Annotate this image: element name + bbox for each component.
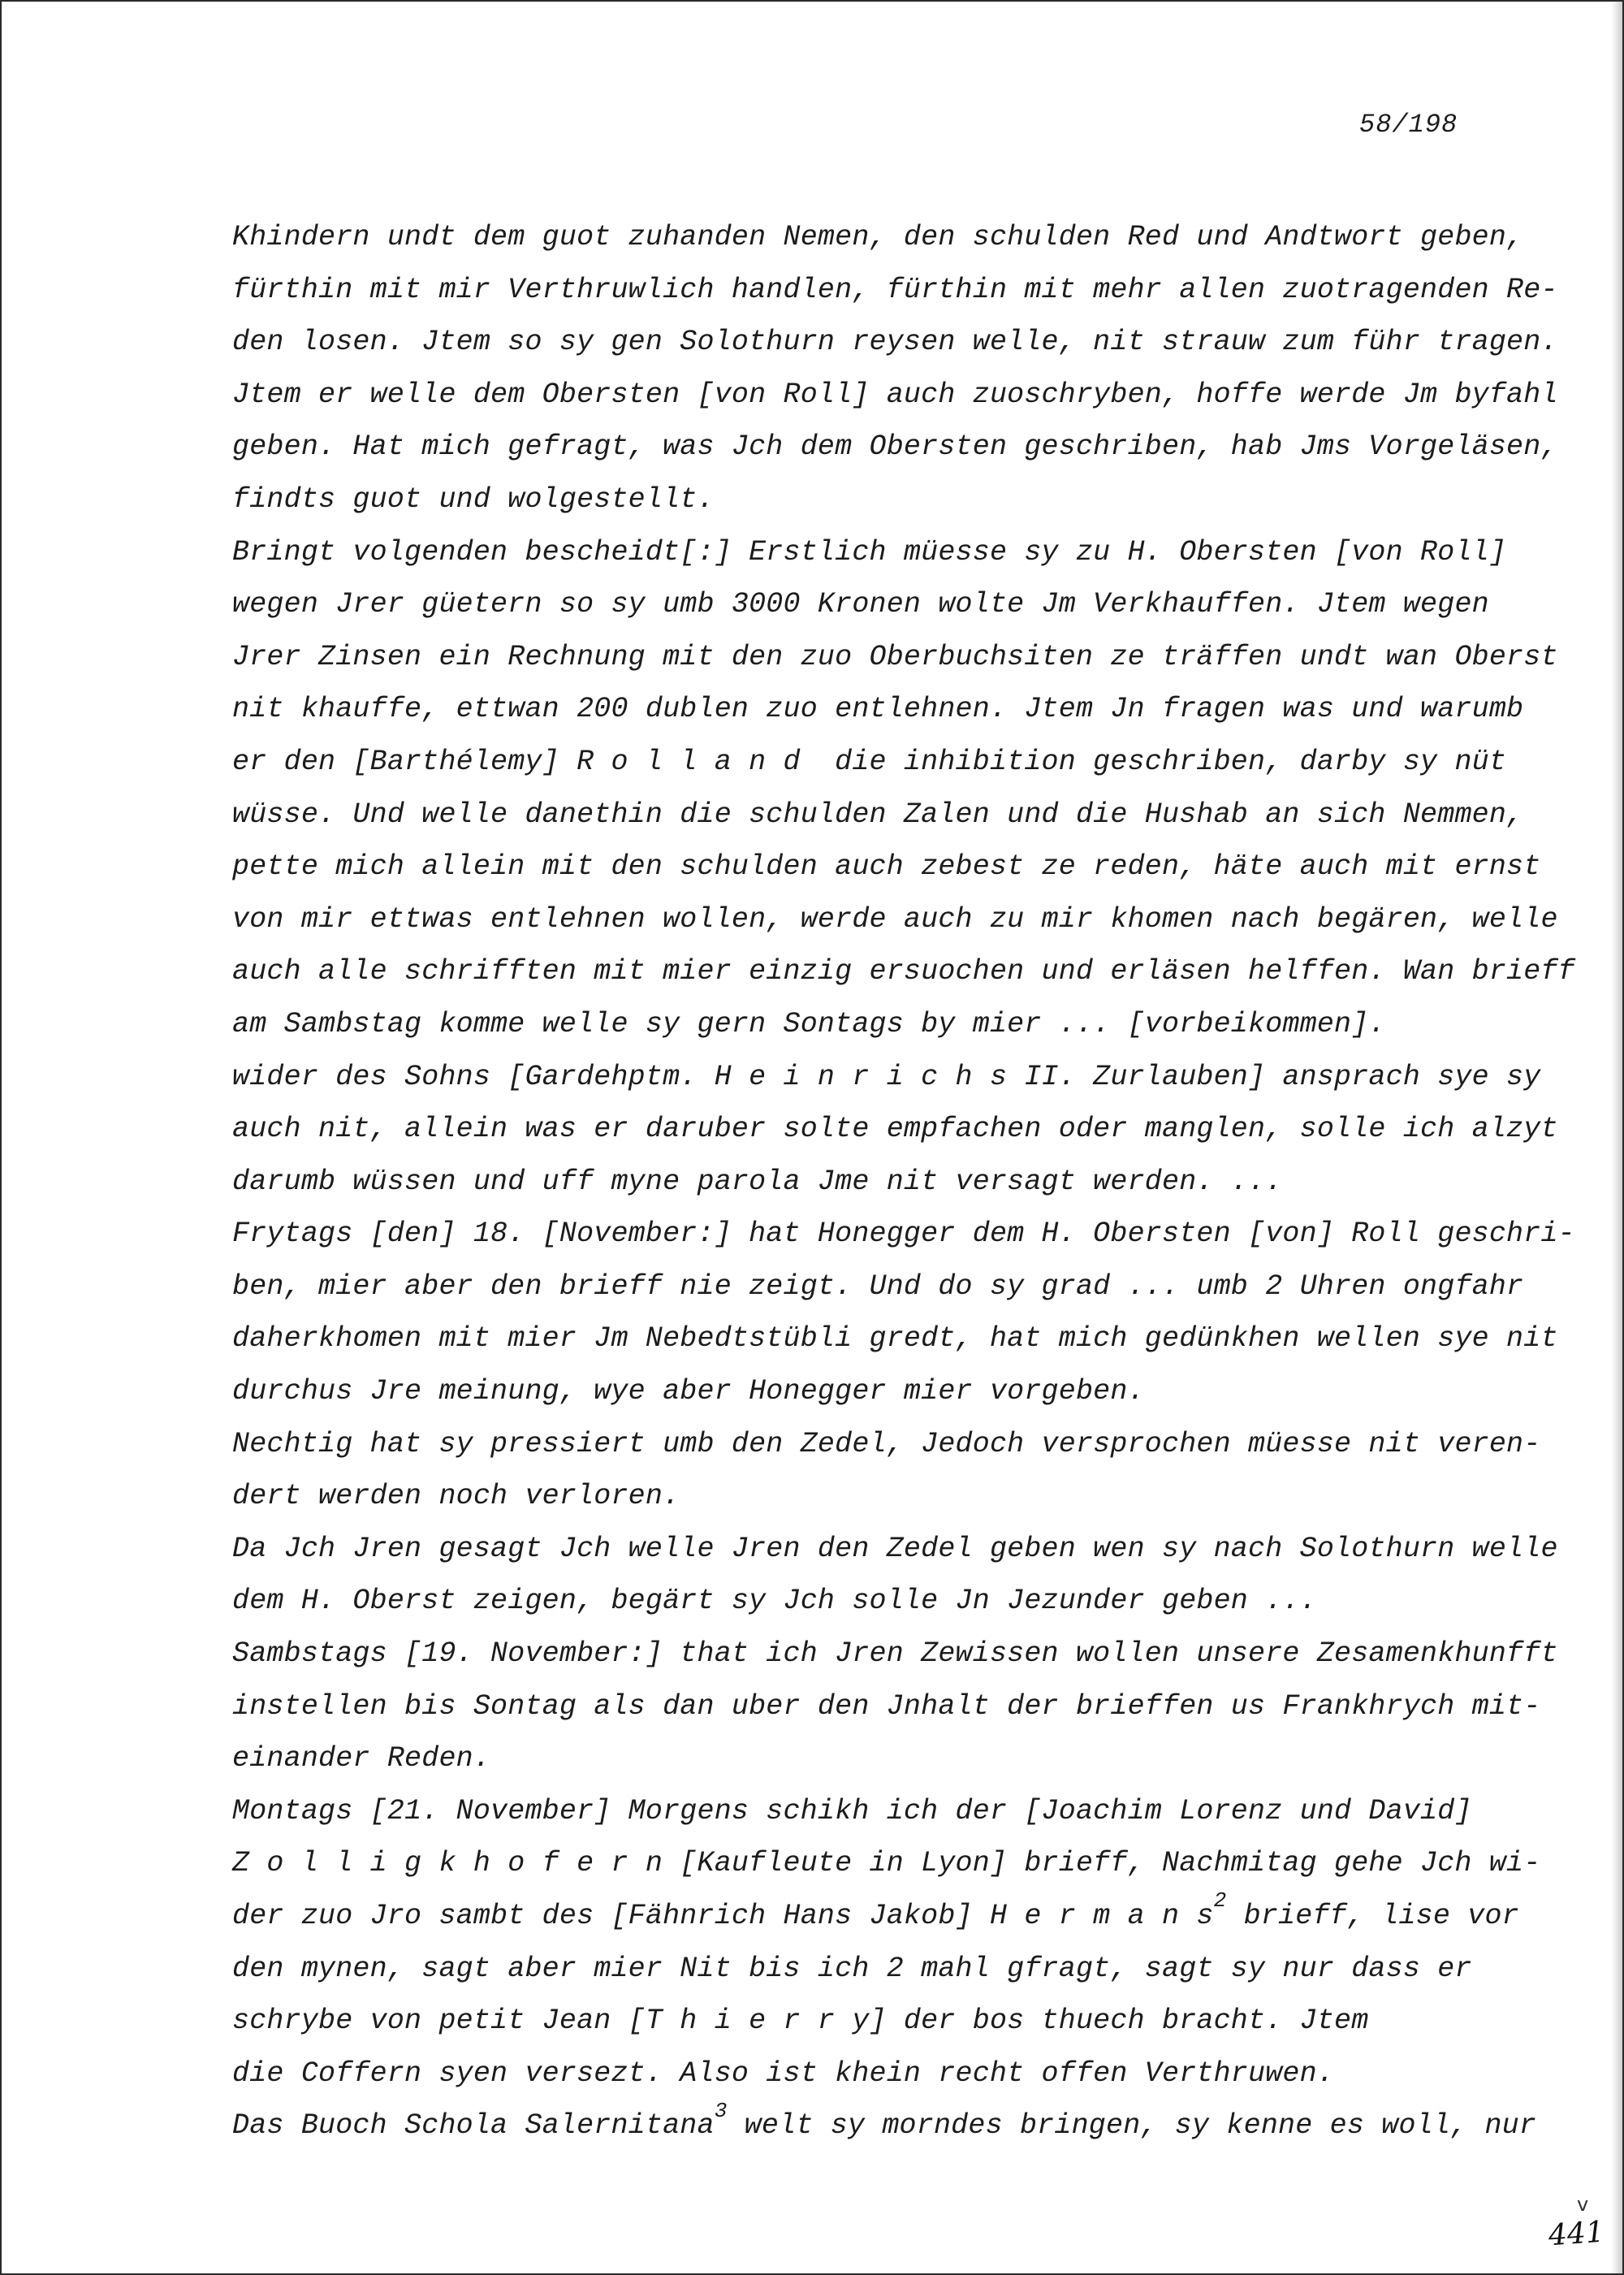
text-line: wüsse. Und welle danethin die schulden Zalen und die Hushab an sich Nemmen, <box>232 798 1524 831</box>
text-segment: welt sy morndes bringen, sy kenne es woll, nur <box>727 2109 1537 2143</box>
handwritten-folio-number: 441 <box>1547 2215 1606 2253</box>
text-line: ben, mier aber den brieff nie zeigt. Und do sy grad ... umb 2 Uhren ongfahr <box>232 1269 1524 1303</box>
text-line: fürthin mit mir Verthruwlich handlen, fürthin mit mehr allen zuotragenden Re- <box>232 273 1558 306</box>
text-line: Jtem er welle dem Obersten [von Roll] auch zuoschryben, hoffe werde Jm byfahl <box>232 378 1558 411</box>
text-line-with-footnote <box>232 2098 1537 2152</box>
text-line: wegen Jrer güetern so sy umb 3000 Kronen wolte Jm Verkhauffen. Jtem wegen <box>232 588 1489 621</box>
text-line: einander Reden. <box>232 1742 491 1775</box>
text-line: wider des Sohns [Gardehptm. H e i n r i c h s II. Zurlauben] ansprach sye sy <box>232 1060 1541 1093</box>
folio-check-mark: v <box>1577 2193 1589 2216</box>
text-line: schrybe von petit Jean [T h i e r r y] der bos thuech bracht. Jtem <box>232 2005 1369 2038</box>
text-line: den mynen, sagt aber mier Nit bis ich 2 mahl gfragt, sagt sy nur dass er <box>232 1952 1472 1985</box>
text-line: nit khauffe, ettwan 200 dublen zuo entlehnen. Jtem Jn fragen was und warumb <box>232 693 1524 726</box>
text-line: den losen. Jtem so sy gen Solothurn reysen welle, nit strauw zum führ tragen. <box>232 326 1558 359</box>
text-line: auch alle schrifften mit mier einzig ersuochen und erläsen helffen. Wan brieff <box>232 955 1575 988</box>
text-line: die Coffern syen versezt. Also ist khein recht offen Verthruwen. <box>232 2057 1335 2090</box>
text-line: findts guot und wolgestellt. <box>232 482 715 516</box>
text-segment: der zuo Jro sambt des [Fähnrich Hans Jakob] H e r m a n s <box>232 1900 1214 1932</box>
text-line: pette mich allein mit den schulden auch zebest ze reden, häte auch mit ernst <box>232 850 1541 884</box>
text-line: geben. Hat mich gefragt, was Jch dem Obersten geschriben, hab Jms Vorgeläsen, <box>232 430 1558 464</box>
footnote-marker: 2 <box>1213 1888 1227 1914</box>
text-line: Montags [21. November] Morgens schikh ich der [Joachim Lorenz und David] <box>232 1794 1472 1827</box>
text-line: Z o l l i g k h o f e r n [Kaufleute in Lyon] brieff, Nachmitag gehe Jch wi- <box>232 1847 1541 1880</box>
text-line: instellen bis Sontag als dan uber den Jnhalt der brieffen us Frankhrych mit- <box>232 1689 1541 1723</box>
text-line: Frytags [den] 18. [November:] hat Honegger dem H. Obersten [von] Roll geschri- <box>232 1218 1575 1251</box>
text-line: er den [Barthélemy] R o l l a n d die inhibition geschriben, darby sy nüt <box>232 745 1507 778</box>
text-line: Da Jch Jren gesagt Jch welle Jren den Zedel geben wen sy nach Solothurn welle <box>232 1532 1558 1565</box>
text-segment: brieff, lise vor <box>1226 1900 1519 1932</box>
text-line: darumb wüssen und uff myne parola Jme nit versagt werden. ... <box>232 1165 1283 1198</box>
footnote-marker: 3 <box>714 2098 728 2123</box>
scan-edge-shadow <box>1611 2 1622 2273</box>
text-line: durchus Jre meinung, wye aber Honegger mier vorgeben. <box>232 1375 1145 1408</box>
text-line: von mir ettwas entlehnen wollen, werde auch zu mir khomen nach begären, welle <box>232 902 1558 936</box>
text-line: daherkhomen mit mier Jm Nebedtstübli gredt, hat mich gedünkhen wellen sye nit <box>232 1322 1558 1356</box>
text-line: dem H. Oberst zeigen, begärt sy Jch solle Jn Jezunder geben ... <box>232 1585 1317 1618</box>
text-line: dert werden noch verloren. <box>232 1480 680 1513</box>
text-line: auch nit, allein was er daruber solte empfachen oder manglen, solle ich alzyt <box>232 1113 1558 1146</box>
page-number: 58/198 <box>1359 110 1458 140</box>
body-text <box>232 211 1575 2152</box>
text-line: Khindern undt dem guot zuhanden Nemen, den schulden Red und Andtwort geben, <box>232 221 1524 253</box>
text-line: am Sambstag komme welle sy gern Sontags by mier ... [vorbeikommen]. <box>232 1007 1386 1040</box>
text-line: Jrer Zinsen ein Rechnung mit den zuo Oberbuchsiten ze träffen undt wan Oberst <box>232 640 1558 673</box>
text-line: Sambstags [19. November:] that ich Jren Zewissen wollen unsere Zesamenkhunfft <box>232 1637 1558 1671</box>
text-line-with-footnote <box>232 1890 1531 1943</box>
text-line: Nechtig hat sy pressiert umb den Zedel, Jedoch versprochen müesse nit veren- <box>232 1427 1541 1460</box>
text-segment: Das Buoch Schola Salernitana <box>232 2109 715 2143</box>
text-line: Bringt volgenden bescheidt[:] Erstlich müesse sy zu H. Obersten [von Roll] <box>232 535 1507 569</box>
